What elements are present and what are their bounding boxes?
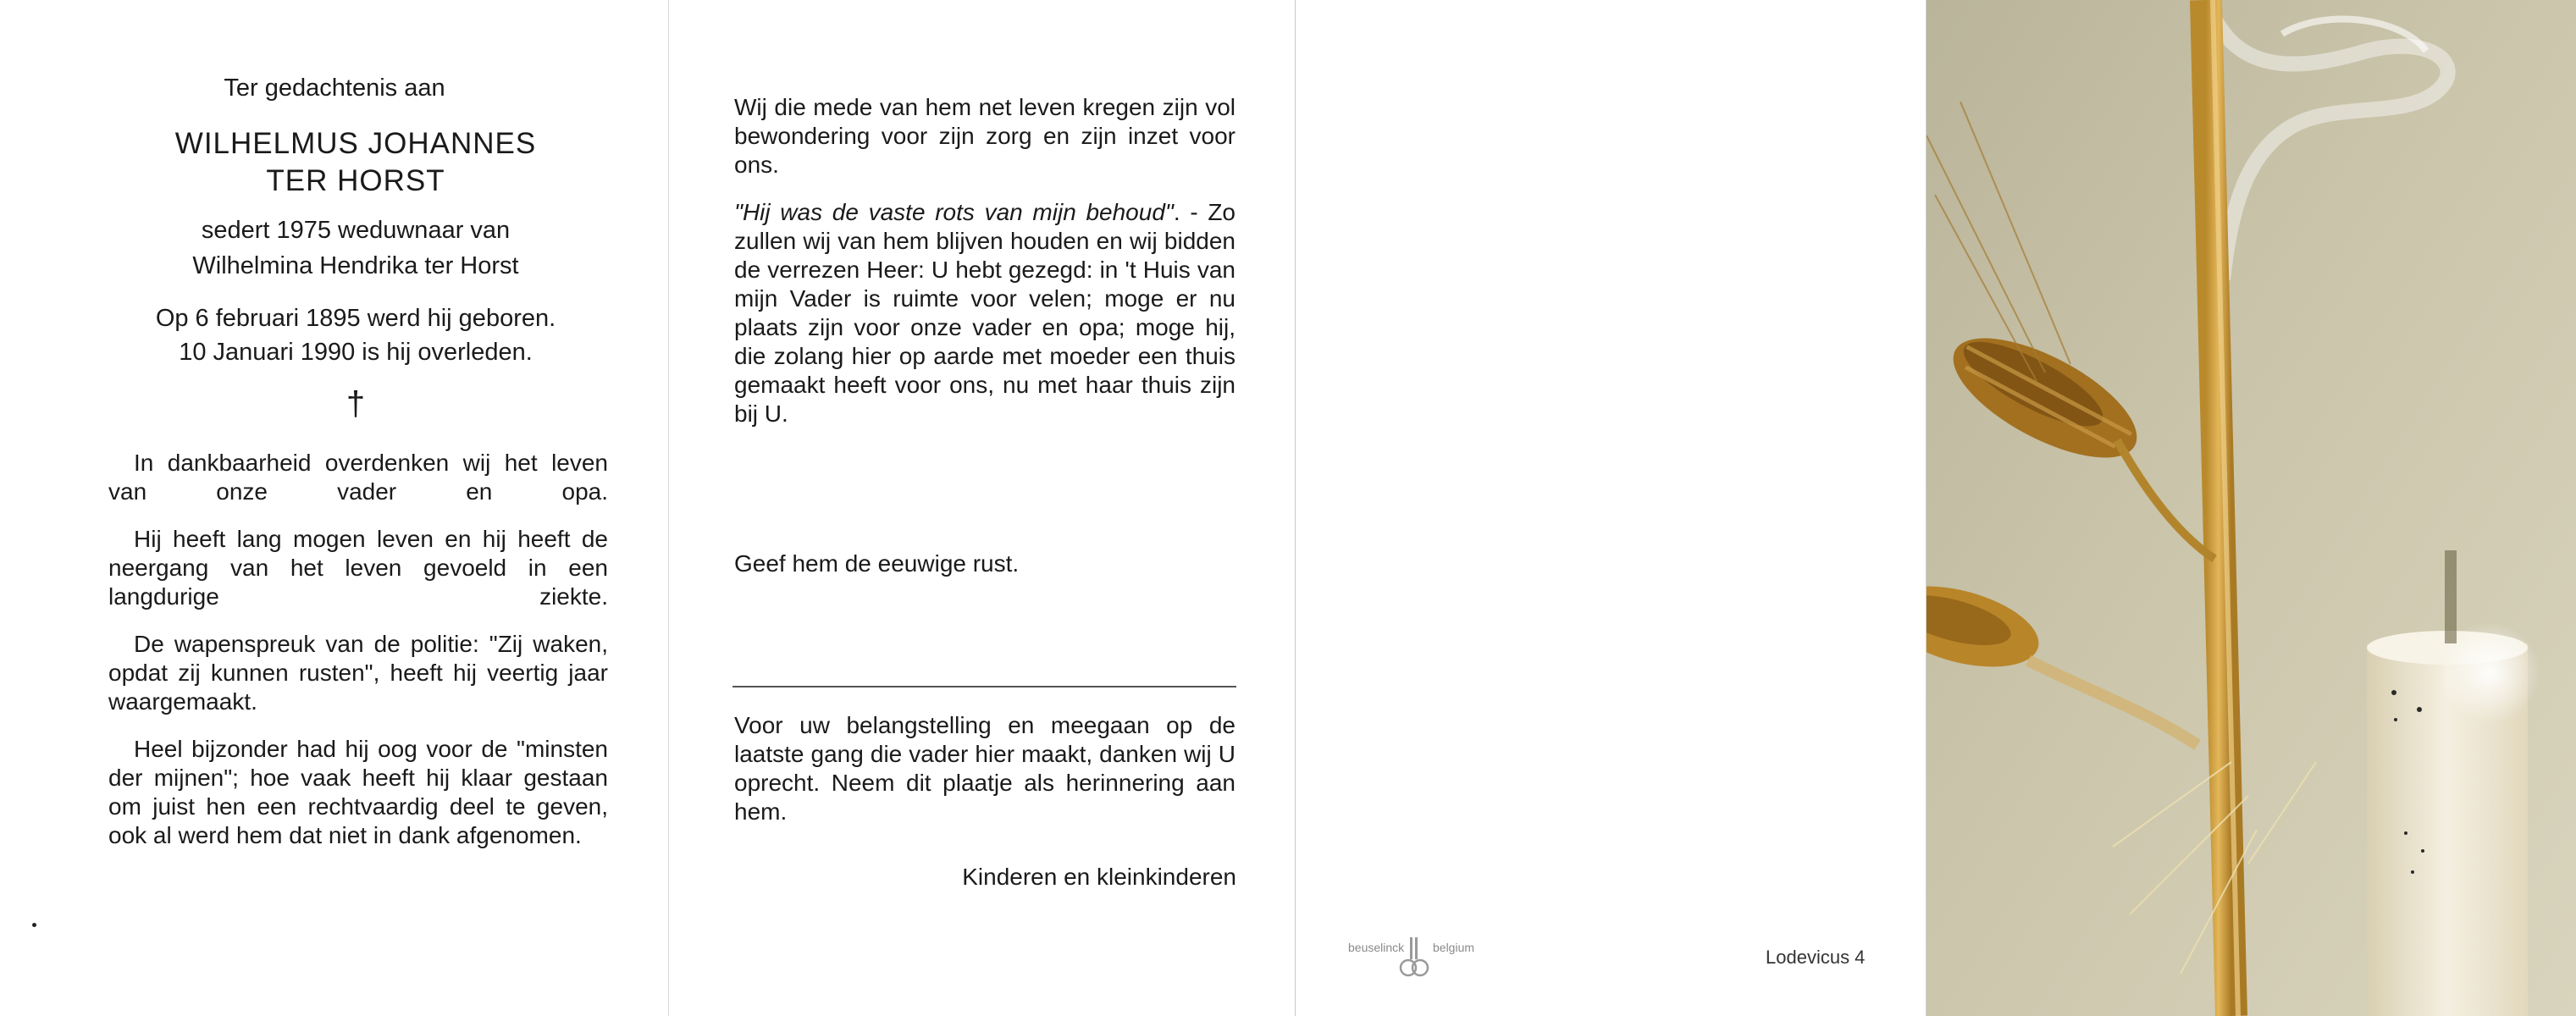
birth-date-line: Op 6 februari 1895 werd hij geboren. <box>155 305 556 332</box>
print-speck <box>32 923 36 927</box>
widower-line: sedert 1975 weduwnaar van <box>201 217 511 244</box>
prayer-text: . - Zo zullen wij van hem blijven houden en wij bidden de verrezen Heer: U hebt gezegd: in 't Huis van mijn Vader is ruimte voor velen; moge er nu plaats zijn voor onze vader en opa; moge hij, die zolang hier op aarde met moeder een thuis gemaakt heeft voor ons, nu met haar thuis zijn bij U. <box>734 199 1236 427</box>
death-date-line: 10 Januari 1990 is hij overleden. <box>179 339 533 366</box>
paragraph-thanks: Voor uw belangstelling en meegaan op de laatste gang die vader hier maakt, danken wij U oprecht. Neem dit plaatje als herinnering aan hem. <box>734 712 1235 825</box>
card-panel-left <box>0 0 669 1016</box>
paragraph-motto: De wapenspreuk van de politie: "Zij waken, opdat zij kunnen rusten", heeft hij veertig jaar waargemaakt. <box>108 631 608 715</box>
paragraph-prayer <box>734 198 1235 428</box>
eternal-rest-line: Geef hem de eeuwige rust. <box>734 550 1020 577</box>
paragraph-long-life: Hij heeft lang mogen leven en hij heeft de neergang van het leven gevoeld in een langdurige ziekte. <box>108 526 608 610</box>
cross-icon: † <box>345 385 366 422</box>
card-panel-middle <box>669 0 1296 1016</box>
paragraph-gratitude: In dankbaarheid overdenken wij het leven van onze vader en opa. <box>108 450 608 505</box>
card-photo <box>1926 0 2576 1016</box>
signature: Kinderen en kleinkinderen <box>962 864 1236 890</box>
logo-text-right: belgium <box>1433 941 1475 954</box>
publisher-logo-icon <box>1399 936 1429 980</box>
divider-line <box>732 686 1236 687</box>
deceased-name-last: TER HORST <box>266 164 445 197</box>
wheat-candle-photo <box>1926 0 2576 1016</box>
thanks-text <box>734 711 1235 845</box>
spouse-name: Wilhelmina Hendrika ter Horst <box>192 252 519 279</box>
quote-text: "Hij was de vaste rots van mijn behoud" <box>734 199 1174 225</box>
card-code: Lodevicus 4 <box>1766 947 1866 968</box>
memorial-text <box>108 449 608 869</box>
paragraph-admiration: Wij die mede van hem net leven kregen zijn vol bewondering voor zijn zorg en zijn inzet voor ons. <box>734 94 1235 178</box>
deceased-name-first: WILHELMUS JOHANNES <box>174 127 537 160</box>
intro-line: Ter gedachtenis aan <box>224 75 445 102</box>
logo-text-left: beuselinck <box>1348 941 1405 954</box>
card-panel-back <box>1296 0 1926 1016</box>
paragraph-least: Heel bijzonder had hij oog voor de "minsten der mijnen"; hoe vaak heeft hij klaar gestaan om juist hen een rechtvaardig deel te geven, ook al werd hem dat niet in dank afgenomen. <box>108 736 608 848</box>
family-text <box>734 93 1235 447</box>
publisher-logo <box>1348 936 1484 983</box>
